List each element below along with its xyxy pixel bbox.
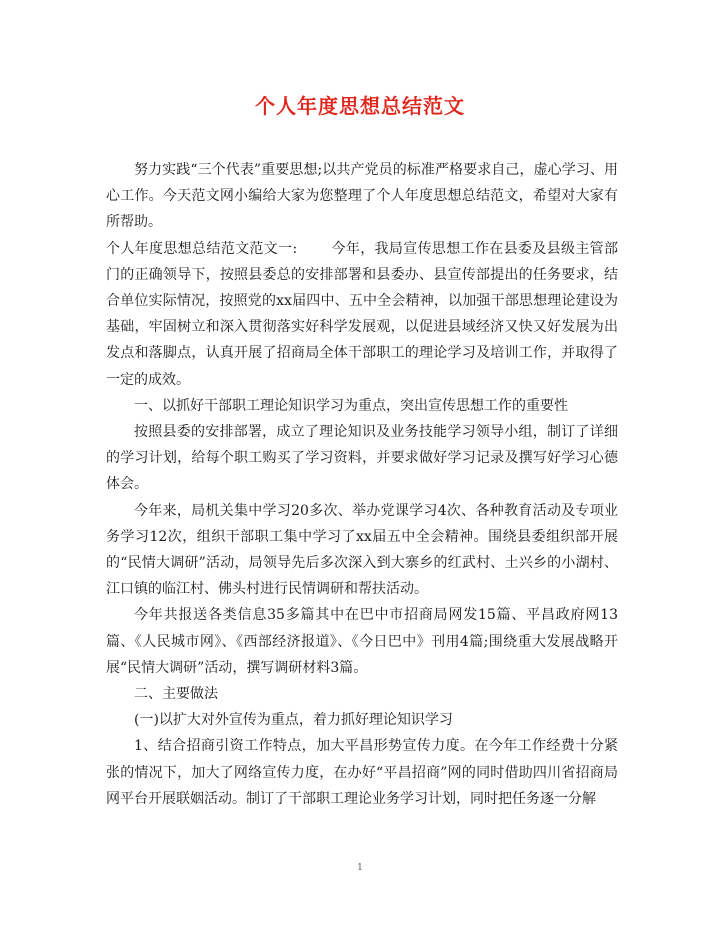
body-paragraph: 1、结合招商引资工作特点，加大平昌形势宣传力度。在今年工作经费十分紧张的情况下，加大了网络宣传力度，在办好“平昌招商”网的同时借助四川省招商局网平台开展联姻活动。制订了干部职工理论业务学习计划，同时把任务逐一分解 — [106, 738, 618, 807]
sample-label: 个人年度思想总结范文范文一: — [106, 240, 298, 257]
page-number: 1 — [357, 863, 363, 873]
body-paragraph: 今年来，局机关集中学习20多次、举办党课学习4次、各种教育活动及专项业务学习12次，组织干部职工集中学习了xx届五中全会精神。围绕县委组织部开展的“民情大调研”活动，局领导先后多次深入到大寨乡的红武村、土兴乡的小湖村、江口镇的临江村、佛头村进行民情调研和帮扶活动。 — [106, 502, 618, 598]
sample-paragraph — [106, 236, 618, 393]
subsection-heading: (一)以扩大对外宣传为重点，着力抓好理论知识学习 — [134, 712, 453, 729]
document-title: 个人年度思想总结范文 — [255, 94, 465, 118]
section-heading-2: 二、主要做法 — [134, 686, 218, 703]
section-heading-1: 一、以抓好干部职工理论知识学习为重点，突出宣传思想工作的重要性 — [134, 397, 568, 414]
body-paragraph: 今年共报送各类信息35多篇其中在巴中市招商局网发15篇、平昌政府网13篇、《人民城市网》、《西部经济报道》、《今日巴中》刊用4篇;围绕重大发展战略开展“民情大调研”活动，撰写调研材料3篇。 — [106, 607, 618, 676]
paragraph-text: 今年，我局宣传思想工作在县委及县级主管部门的正确领导下，按照县委总的安排部署和县委办、县宣传部提出的任务要求，结合单位实际情况，按照党的xx届四中、五中全会精神，以加强干部思想理论建设为基础，牢固树立和深入贯彻落实好科学发展观，以促进县域经济又快又好发展为出发点和落脚点，认真开展了招商局全体干部职工的理论学习及培训工作，并取得了一定的成效。 — [106, 240, 619, 388]
body-paragraph: 按照县委的安排部署，成立了理论知识及业务技能学习领导小组，制订了详细的学习计划，给每个职工购买了学习资料，并要求做好学习记录及撰写好学习心德体会。 — [106, 424, 618, 493]
document-body — [106, 157, 618, 812]
intro-paragraph: 努力实践“三个代表”重要思想;以共产党员的标准严格要求自己，虚心学习、用心工作。今天范文网小编给大家为您整理了个人年度思想总结范文，希望对大家有所帮助。 — [106, 162, 618, 231]
